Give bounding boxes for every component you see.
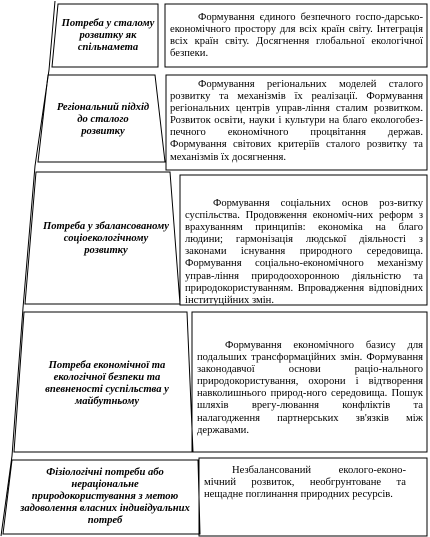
need-text-2: Регіональний підхід до сталого розвитку [56, 101, 150, 138]
description-text-4: Формування економічного базису для подальших трансформаційних змін. Формування законодавчої основи раціо-нального природокористування, охорони і відтворення навколишнього природ-ного середовища. Пошук шляхів врегу-лювання конфліктів та налагодження партнерських зв'язків між державами. [197, 340, 423, 436]
need-label-5 [18, 462, 192, 532]
need-text-5: Фізіологічні потреби або нераціональне природокористування з метою задоволення власних індивідуальних потреб [20, 466, 190, 527]
need-label-4 [28, 318, 186, 450]
description-text-5: Незбалансований екологo-еконо-мічний розвиток, необгрунтоване та нещадне поглинання природних ресурсів. [204, 465, 406, 501]
description-text-3: Формування соціальних основ роз-витку суспільства. Продовження економіч-них реформ з врахуванням принципів: економіка на благо людини; гармонізація людської діяльності з законами існування природного середовища. Формування соціально-економічного механізму управ-ління природоохоронною діяльністю та природокористуванням. Впровадження відповідних інституційних змін. [185, 198, 423, 306]
need-label-1 [60, 8, 156, 64]
description-text-2: Формування регіональних моделей сталого розвитку та механізмів їх реалізації. Формування регіональних центрів управ-ління сталим розвитком. Розвиток освіти, науки і культури на благо екологобез-печного економічного процвітання держав. Формування світових критеріїв сталого розвитку та механізмів їх досягнення. [170, 79, 423, 163]
need-text-3: Потреба у збалансованому соціоекологічному розвитку [43, 220, 169, 257]
description-text-1: Формування єдиного безпечного госпо-дарсько-економічного простору для всіх країн світу. Інтеграція всіх країн світу. Досягнення глобальної екологічної безпеки. [170, 12, 423, 60]
need-text-4: Потреба економічної та екологічної безпеки та впевненості суспільства у майбутньому [45, 359, 169, 408]
need-label-2 [56, 80, 150, 160]
need-label-3 [42, 176, 170, 302]
need-text-1: Потреба у сталому розвитку як спільнамета [61, 17, 155, 54]
